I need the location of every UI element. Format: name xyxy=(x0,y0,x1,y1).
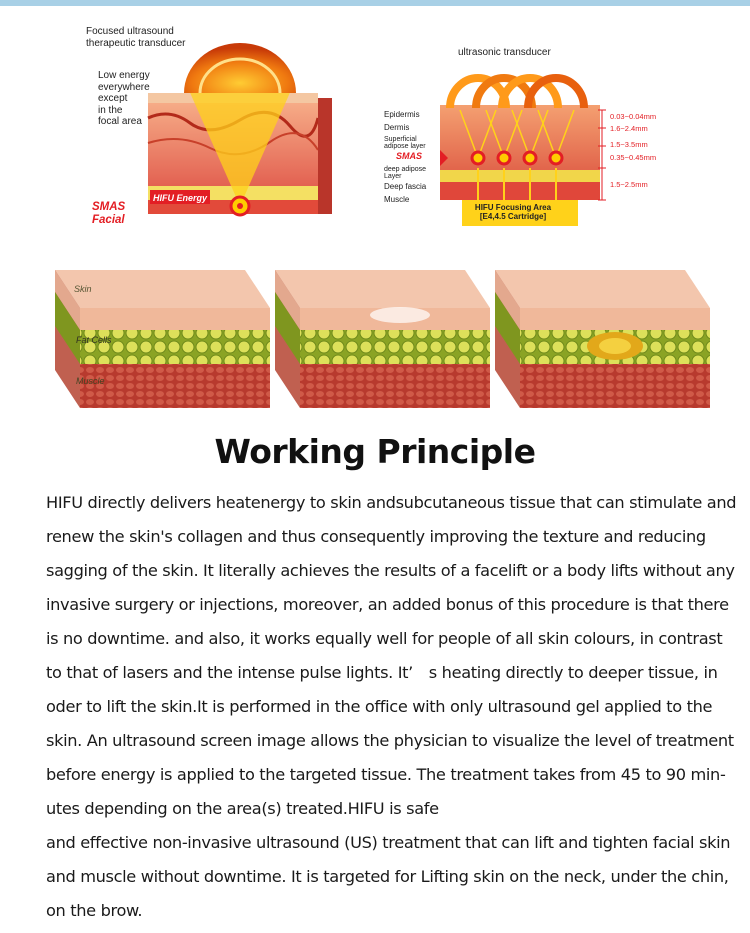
paragraph-line: HIFU directly delivers heatenergy to skin andsubcutaneous tissue that can stimulate and xyxy=(46,493,737,512)
layer-superficial-adipose: Superficial adipose layer xyxy=(384,136,426,150)
low-energy-label: Low energy everywhere except in the focal area xyxy=(98,70,150,127)
section-heading: Working Principle xyxy=(214,432,536,471)
panel-skin-label: Skin xyxy=(74,284,92,294)
layer-dermis: Dermis xyxy=(384,123,410,132)
layer-deep-fascia: Deep fascia xyxy=(384,182,427,191)
ultrasonic-transducer-label: ultrasonic transducer xyxy=(458,47,551,58)
measure-superficial: 1.5~3.5mm xyxy=(610,140,648,149)
body-paragraph xyxy=(46,486,737,928)
tissue-panels xyxy=(55,270,710,412)
paragraph-line: renew the skin's collagen and thus consequently improving the texture and reducing xyxy=(46,527,706,546)
paragraph-line: and muscle without downtime. It is targeted for Lifting skin on the neck, under the chin, xyxy=(46,867,729,886)
top-accent-bar xyxy=(0,0,750,6)
hifu-energy-label: HIFU Energy xyxy=(153,193,208,203)
measure-smas: 0.35~0.45mm xyxy=(610,153,657,162)
measure-dermis: 1.6~2.4mm xyxy=(610,124,648,133)
paragraph-line: invasive surgery or injections, moreover, an added bonus of this procedure is that there xyxy=(46,595,729,614)
paragraph-line: skin. An ultrasound screen image allows the physician to visualize the level of treatment xyxy=(46,731,734,750)
panel-muscle-label: Muscle xyxy=(76,376,105,386)
layer-epidermis: Epidermis xyxy=(384,110,420,119)
focusing-area-label: HIFU Focusing Area [E4,4.5 Cartridge] xyxy=(474,203,552,222)
paragraph-line: sagging of the skin. It literally achieves the results of a facelift or a body lifts without any xyxy=(46,561,735,580)
measure-epidermis: 0.03~0.04mm xyxy=(610,112,657,121)
paragraph-line: is no downtime. and also, it works equally well for people of all skin colours, in contrast xyxy=(46,629,723,648)
layer-smas: SMAS xyxy=(396,151,423,161)
measure-deep: 1.5~2.5mm xyxy=(610,180,648,189)
paragraph-line: on the brow. xyxy=(46,901,143,920)
paragraph-line: to that of lasers and the intense pulse lights. It’ s heating directly to deeper tissue, in xyxy=(46,663,718,682)
paragraph-line: before energy is applied to the targeted tissue. The treatment takes from 45 to 90 min- xyxy=(46,765,726,784)
transducer-label: Focused ultrasound therapeutic transducer xyxy=(86,26,186,49)
panel-fat-label: Fat Cells xyxy=(76,335,112,345)
paragraph-line: utes depending on the area(s) treated.HIFU is safe xyxy=(46,799,439,818)
smas-facial-label: SMAS Facial xyxy=(92,201,126,227)
layer-muscle: Muscle xyxy=(384,195,410,204)
paragraph-line: oder to lift the skin.It is performed in the office with only ultrasound gel applied to the xyxy=(46,697,713,716)
layer-deep-adipose: deep adipose Layer xyxy=(384,166,427,180)
paragraph-line: and effective non-invasive ultrasound (US) treatment that can lift and tighten facial skin xyxy=(46,833,731,852)
